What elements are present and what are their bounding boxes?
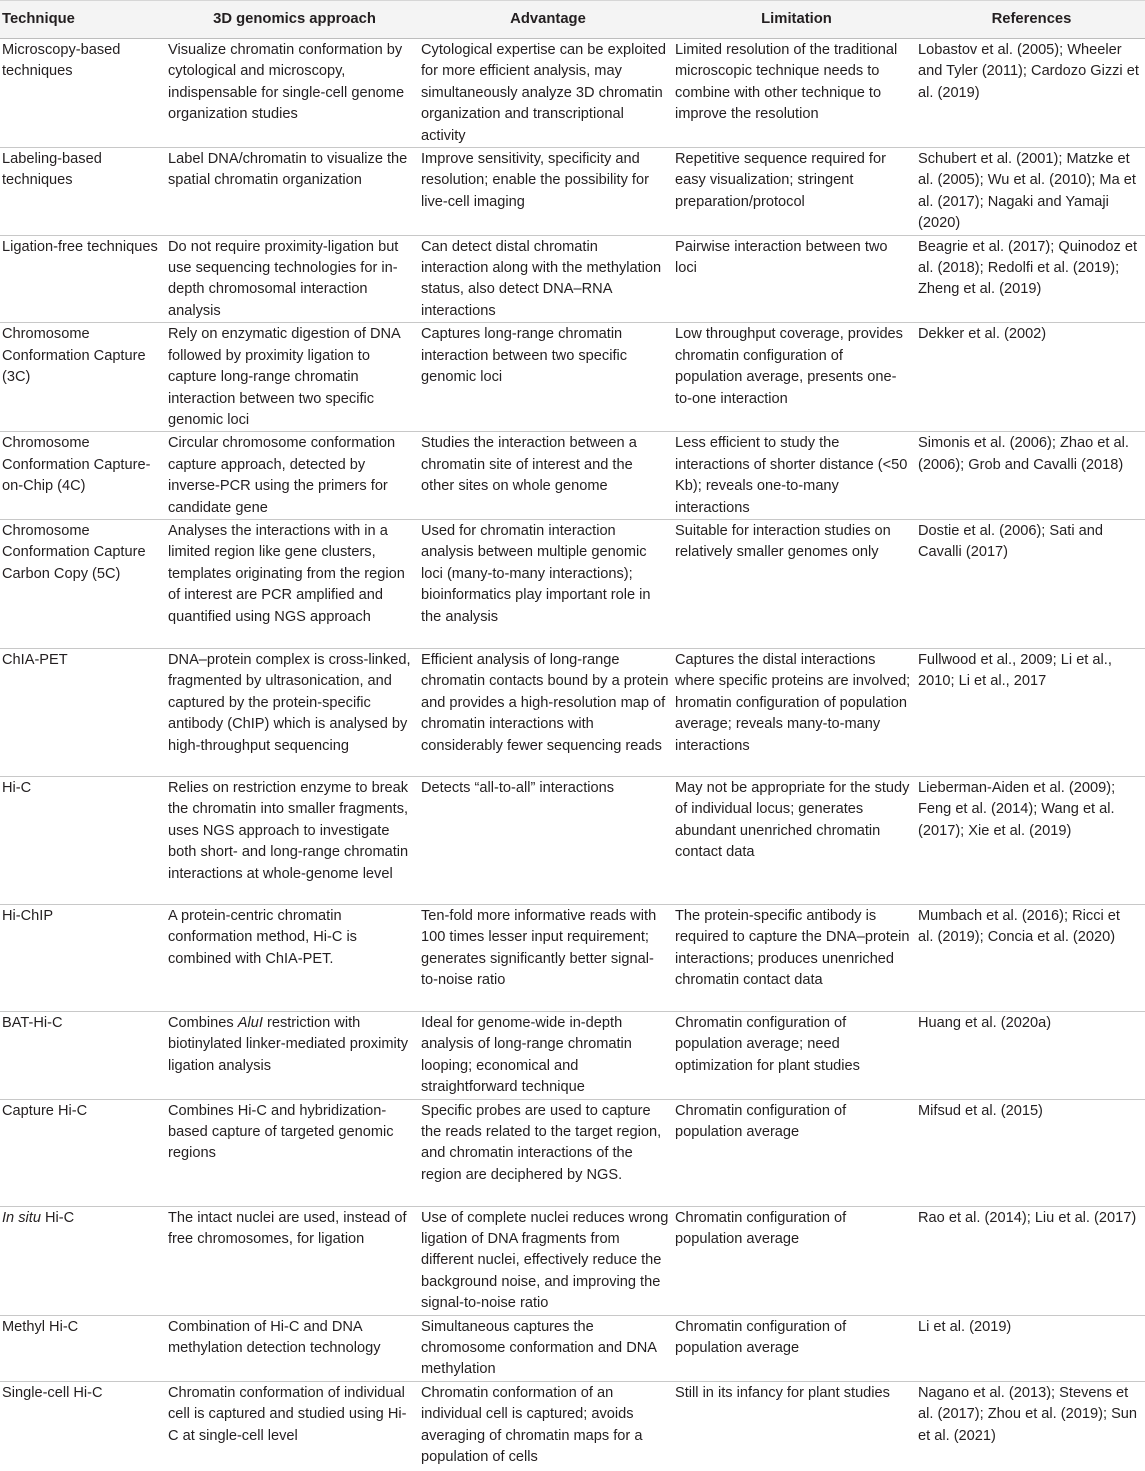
cell-text: Nagano et al. (2013); Stevens et al. (2017); Zhou et al. (2019); Sun et al. (2021) [918,1385,1137,1444]
cell-text: Dostie et al. (2006); Sati and Cavalli (2017) [918,523,1103,560]
cell-text: Chromatin conformation of individual cell is captured and studied using Hi-C at single-cell level [168,1385,407,1444]
cell-references [918,776,1145,904]
cell-text: restriction with biotinylated linker-mediated proximity ligation analysis [168,1015,408,1074]
cell-approach [168,148,421,236]
cell-text: Captures long-range chromatin interaction between two specific genomic loci [421,326,627,385]
cell-limitation [675,648,918,776]
cell-advantage [421,904,675,1011]
cell-text: Specific probes are used to capture the reads related to the target region, and chromatin interactions of the region are deciphered by NGS. [421,1103,661,1183]
cell-technique [0,1099,168,1206]
cell-text: BAT-Hi-C [2,1015,63,1031]
cell-text: Lobastov et al. (2005); Wheeler and Tyler (2011); Cardozo Gizzi et al. (2019) [918,42,1139,101]
cell-references [918,39,1145,148]
cell-approach [168,1315,421,1381]
cell-advantage [421,1315,675,1381]
cell-text: Ligation-free techniques [2,239,158,255]
cell-text: Chromosome Conformation Capture (3C) [2,326,146,385]
cell-limitation [675,1099,918,1206]
cell-text: Pairwise interaction between two loci [675,239,888,276]
table-body [0,39,1145,1471]
cell-text: Less efficient to study the interactions of shorter distance (<50 Kb); reveals one-to-many interactions [675,435,907,515]
cell-approach [168,1381,421,1471]
cell-advantage [421,148,675,236]
cell-text: Limited resolution of the traditional microscopic technique needs to combine with other technique to improve the resolution [675,42,897,122]
header-approach: 3D genomics approach [168,1,421,39]
table-row [0,1381,1145,1471]
table-row [0,904,1145,1011]
cell-technique [0,148,168,236]
cell-advantage [421,648,675,776]
cell-limitation [675,235,918,323]
cell-text: Rely on enzymatic digestion of DNA followed by proximity ligation to capture long-range chromatin interaction between two specific genomic loci [168,326,400,428]
header-technique: Technique [0,1,168,39]
cell-text: Mumbach et al. (2016); Ricci et al. (2019); Concia et al. (2020) [918,908,1120,945]
cell-advantage [421,235,675,323]
cell-text: Mifsud et al. (2015) [918,1103,1043,1119]
cell-approach [168,1099,421,1206]
cell-text: A protein-centric chromatin conformation method, Hi-C is combined with ChIA-PET. [168,908,357,967]
cell-text: Low throughput coverage, provides chromatin configuration of population average, presents one-to-one interaction [675,326,903,406]
cell-advantage [421,323,675,432]
cell-technique [0,323,168,432]
header-limitation: Limitation [675,1,918,39]
cell-references [918,1099,1145,1206]
cell-text: Methyl Hi-C [2,1319,78,1335]
cell-advantage [421,519,675,648]
cell-technique [0,432,168,520]
cell-references [918,235,1145,323]
cell-technique [0,776,168,904]
cell-references [918,519,1145,648]
cell-advantage [421,776,675,904]
cell-text: Labeling-based techniques [2,151,102,188]
cell-technique [0,1315,168,1381]
cell-text: DNA–protein complex is cross-linked, fragmented by ultrasonication, and captured by the protein-specific antibody (ChIP) which is analysed by high-throughput sequencing [168,652,411,754]
cell-text: The intact nuclei are used, instead of free chromosomes, for ligation [168,1210,407,1247]
cell-approach [168,39,421,148]
cell-technique [0,1011,168,1099]
cell-limitation [675,776,918,904]
cell-approach [168,323,421,432]
cell-approach [168,519,421,648]
cell-text: Use of complete nuclei reduces wrong ligation of DNA fragments from different nuclei, effectively reduce the background noise, and improving the signal-to-noise ratio [421,1210,668,1312]
cell-text: Ten-fold more informative reads with 100 times lesser input requirement; generates significantly better signal-to-noise ratio [421,908,656,988]
cell-text: Beagrie et al. (2017); Quinodoz et al. (2018); Redolfi et al. (2019); Zheng et al. (2019) [918,239,1137,298]
cell-text: Li et al. (2019) [918,1319,1011,1335]
cell-advantage [421,1099,675,1206]
table-row [0,323,1145,432]
table-row [0,1315,1145,1381]
cell-text: Detects “all-to-all” interactions [421,780,614,796]
cell-text: Used for chromatin interaction analysis between multiple genomic loci (many-to-many interactions); bioinformatics play important role in the analysis [421,523,651,625]
table-row [0,1206,1145,1315]
cell-technique [0,39,168,148]
cell-approach [168,904,421,1011]
cell-text: Combines [168,1015,238,1031]
cell-text: Chromosome Conformation Capture Carbon Copy (5C) [2,523,146,582]
cell-text: Combination of Hi-C and DNA methylation detection technology [168,1319,381,1356]
cell-text: May not be appropriate for the study of individual locus; generates abundant unenriched chromatin contact data [675,780,909,860]
cell-italic-text: AluI [238,1015,263,1031]
cell-limitation [675,148,918,236]
cell-text: Chromosome Conformation Capture-on-Chip (4C) [2,435,150,494]
cell-text: Relies on restriction enzyme to break the chromatin into smaller fragments, uses NGS approach to investigate both short- and long-range chromatin interactions at whole-genome level [168,780,408,882]
cell-text: Chromatin conformation of an individual cell is captured; avoids averaging of chromatin maps for a population of cells [421,1385,642,1465]
cell-text: Repetitive sequence required for easy visualization; stringent preparation/protocol [675,151,886,210]
cell-approach [168,235,421,323]
cell-text: Do not require proximity-ligation but use sequencing technologies for in-depth chromosomal interaction analysis [168,239,398,319]
cell-text: Simultaneous captures the chromosome conformation and DNA methylation [421,1319,656,1378]
cell-approach [168,1011,421,1099]
cell-text: Simonis et al. (2006); Zhao et al. (2006); Grob and Cavalli (2018) [918,435,1129,472]
header-references: References [918,1,1145,39]
cell-references [918,1011,1145,1099]
cell-advantage [421,1381,675,1471]
cell-text: Label DNA/chromatin to visualize the spatial chromatin organization [168,151,407,188]
cell-text: Captures the distal interactions where specific proteins are involved; hromatin configuration of population average; reveals many-to-many interactions [675,652,910,754]
cell-technique [0,1206,168,1315]
table-row [0,1099,1145,1206]
cell-approach [168,1206,421,1315]
cell-approach [168,432,421,520]
cell-technique [0,1381,168,1471]
cell-advantage [421,39,675,148]
header-row [0,1,1145,39]
cell-text: Rao et al. (2014); Liu et al. (2017) [918,1210,1136,1226]
cell-limitation [675,39,918,148]
cell-text: Efficient analysis of long-range chromatin contacts bound by a protein and provides a high-resolution map of chromatin interactions with considerably fewer sequencing reads [421,652,668,754]
cell-text: Analyses the interactions with in a limited region like gene clusters, templates originating from the region of interest are PCR amplified and quantified using NGS approach [168,523,405,625]
table-header [0,1,1145,39]
cell-text: Visualize chromatin conformation by cytological and microscopy, indispensable for single-cell genome organization studies [168,42,404,122]
cell-text: Combines Hi-C and hybridization-based capture of targeted genomic regions [168,1103,394,1162]
cell-text: Improve sensitivity, specificity and resolution; enable the possibility for live-cell imaging [421,151,649,210]
cell-references [918,1315,1145,1381]
cell-limitation [675,1315,918,1381]
cell-text: Lieberman-Aiden et al. (2009); Feng et al. (2014); Wang et al. (2017); Xie et al. (2019) [918,780,1115,839]
table-row [0,648,1145,776]
cell-text: Dekker et al. (2002) [918,326,1046,342]
cell-text: Chromatin configuration of population average [675,1319,846,1356]
cell-technique [0,904,168,1011]
cell-text: Ideal for genome-wide in-depth analysis of long-range chromatin looping; economical and straightforward technique [421,1015,632,1095]
cell-references [918,432,1145,520]
cell-text: Can detect distal chromatin interaction along with the methylation status, also detect DNA–RNA interactions [421,239,661,319]
cell-limitation [675,1206,918,1315]
cell-text: The protein-specific antibody is required to capture the DNA–protein interactions; produces unenriched chromatin contact data [675,908,909,988]
table-row [0,432,1145,520]
cell-text: Capture Hi-C [2,1103,87,1119]
cell-limitation [675,1011,918,1099]
cell-limitation [675,1381,918,1471]
cell-text: Studies the interaction between a chromatin site of interest and the other sites on whole genome [421,435,637,494]
cell-references [918,148,1145,236]
cell-approach [168,776,421,904]
cell-limitation [675,519,918,648]
cell-limitation [675,432,918,520]
header-advantage: Advantage [421,1,675,39]
cell-text: ChIA-PET [2,652,68,668]
cell-text: Cytological expertise can be exploited for more efficient analysis, may simultaneously analyze 3D chromatin organization and transcriptional activity [421,42,666,144]
cell-italic-text: In situ [2,1210,41,1226]
cell-text: Microscopy-based techniques [2,42,120,79]
cell-technique [0,648,168,776]
cell-text: Hi-C [41,1210,74,1226]
cell-text: Hi-ChIP [2,908,53,924]
cell-text: Schubert et al. (2001); Matzke et al. (2005); Wu et al. (2010); Ma et al. (2017); Nagaki and Yamaji (2020) [918,151,1136,231]
cell-text: Still in its infancy for plant studies [675,1385,890,1401]
cell-text: Single-cell Hi-C [2,1385,103,1401]
cell-text: Chromatin configuration of population average; need optimization for plant studies [675,1015,860,1074]
cell-limitation [675,904,918,1011]
cell-references [918,648,1145,776]
cell-text: Chromatin configuration of population average [675,1210,846,1247]
table-row [0,1011,1145,1099]
cell-advantage [421,1206,675,1315]
table-row [0,148,1145,236]
cell-references [918,1206,1145,1315]
table-row [0,776,1145,904]
cell-text: Hi-C [2,780,31,796]
cell-advantage [421,1011,675,1099]
cell-technique [0,519,168,648]
cell-text: Chromatin configuration of population average [675,1103,846,1140]
cell-text: Suitable for interaction studies on relatively smaller genomes only [675,523,891,560]
cell-references [918,904,1145,1011]
cell-text: Circular chromosome conformation capture approach, detected by inverse-PCR using the primers for candidate gene [168,435,395,515]
cell-technique [0,235,168,323]
table-row [0,39,1145,148]
cell-approach [168,648,421,776]
cell-advantage [421,432,675,520]
cell-limitation [675,323,918,432]
table-row [0,519,1145,648]
table-row [0,235,1145,323]
cell-references [918,1381,1145,1471]
cell-text: Fullwood et al., 2009; Li et al., 2010; Li et al., 2017 [918,652,1112,689]
cell-references [918,323,1145,432]
cell-text: Huang et al. (2020a) [918,1015,1051,1031]
